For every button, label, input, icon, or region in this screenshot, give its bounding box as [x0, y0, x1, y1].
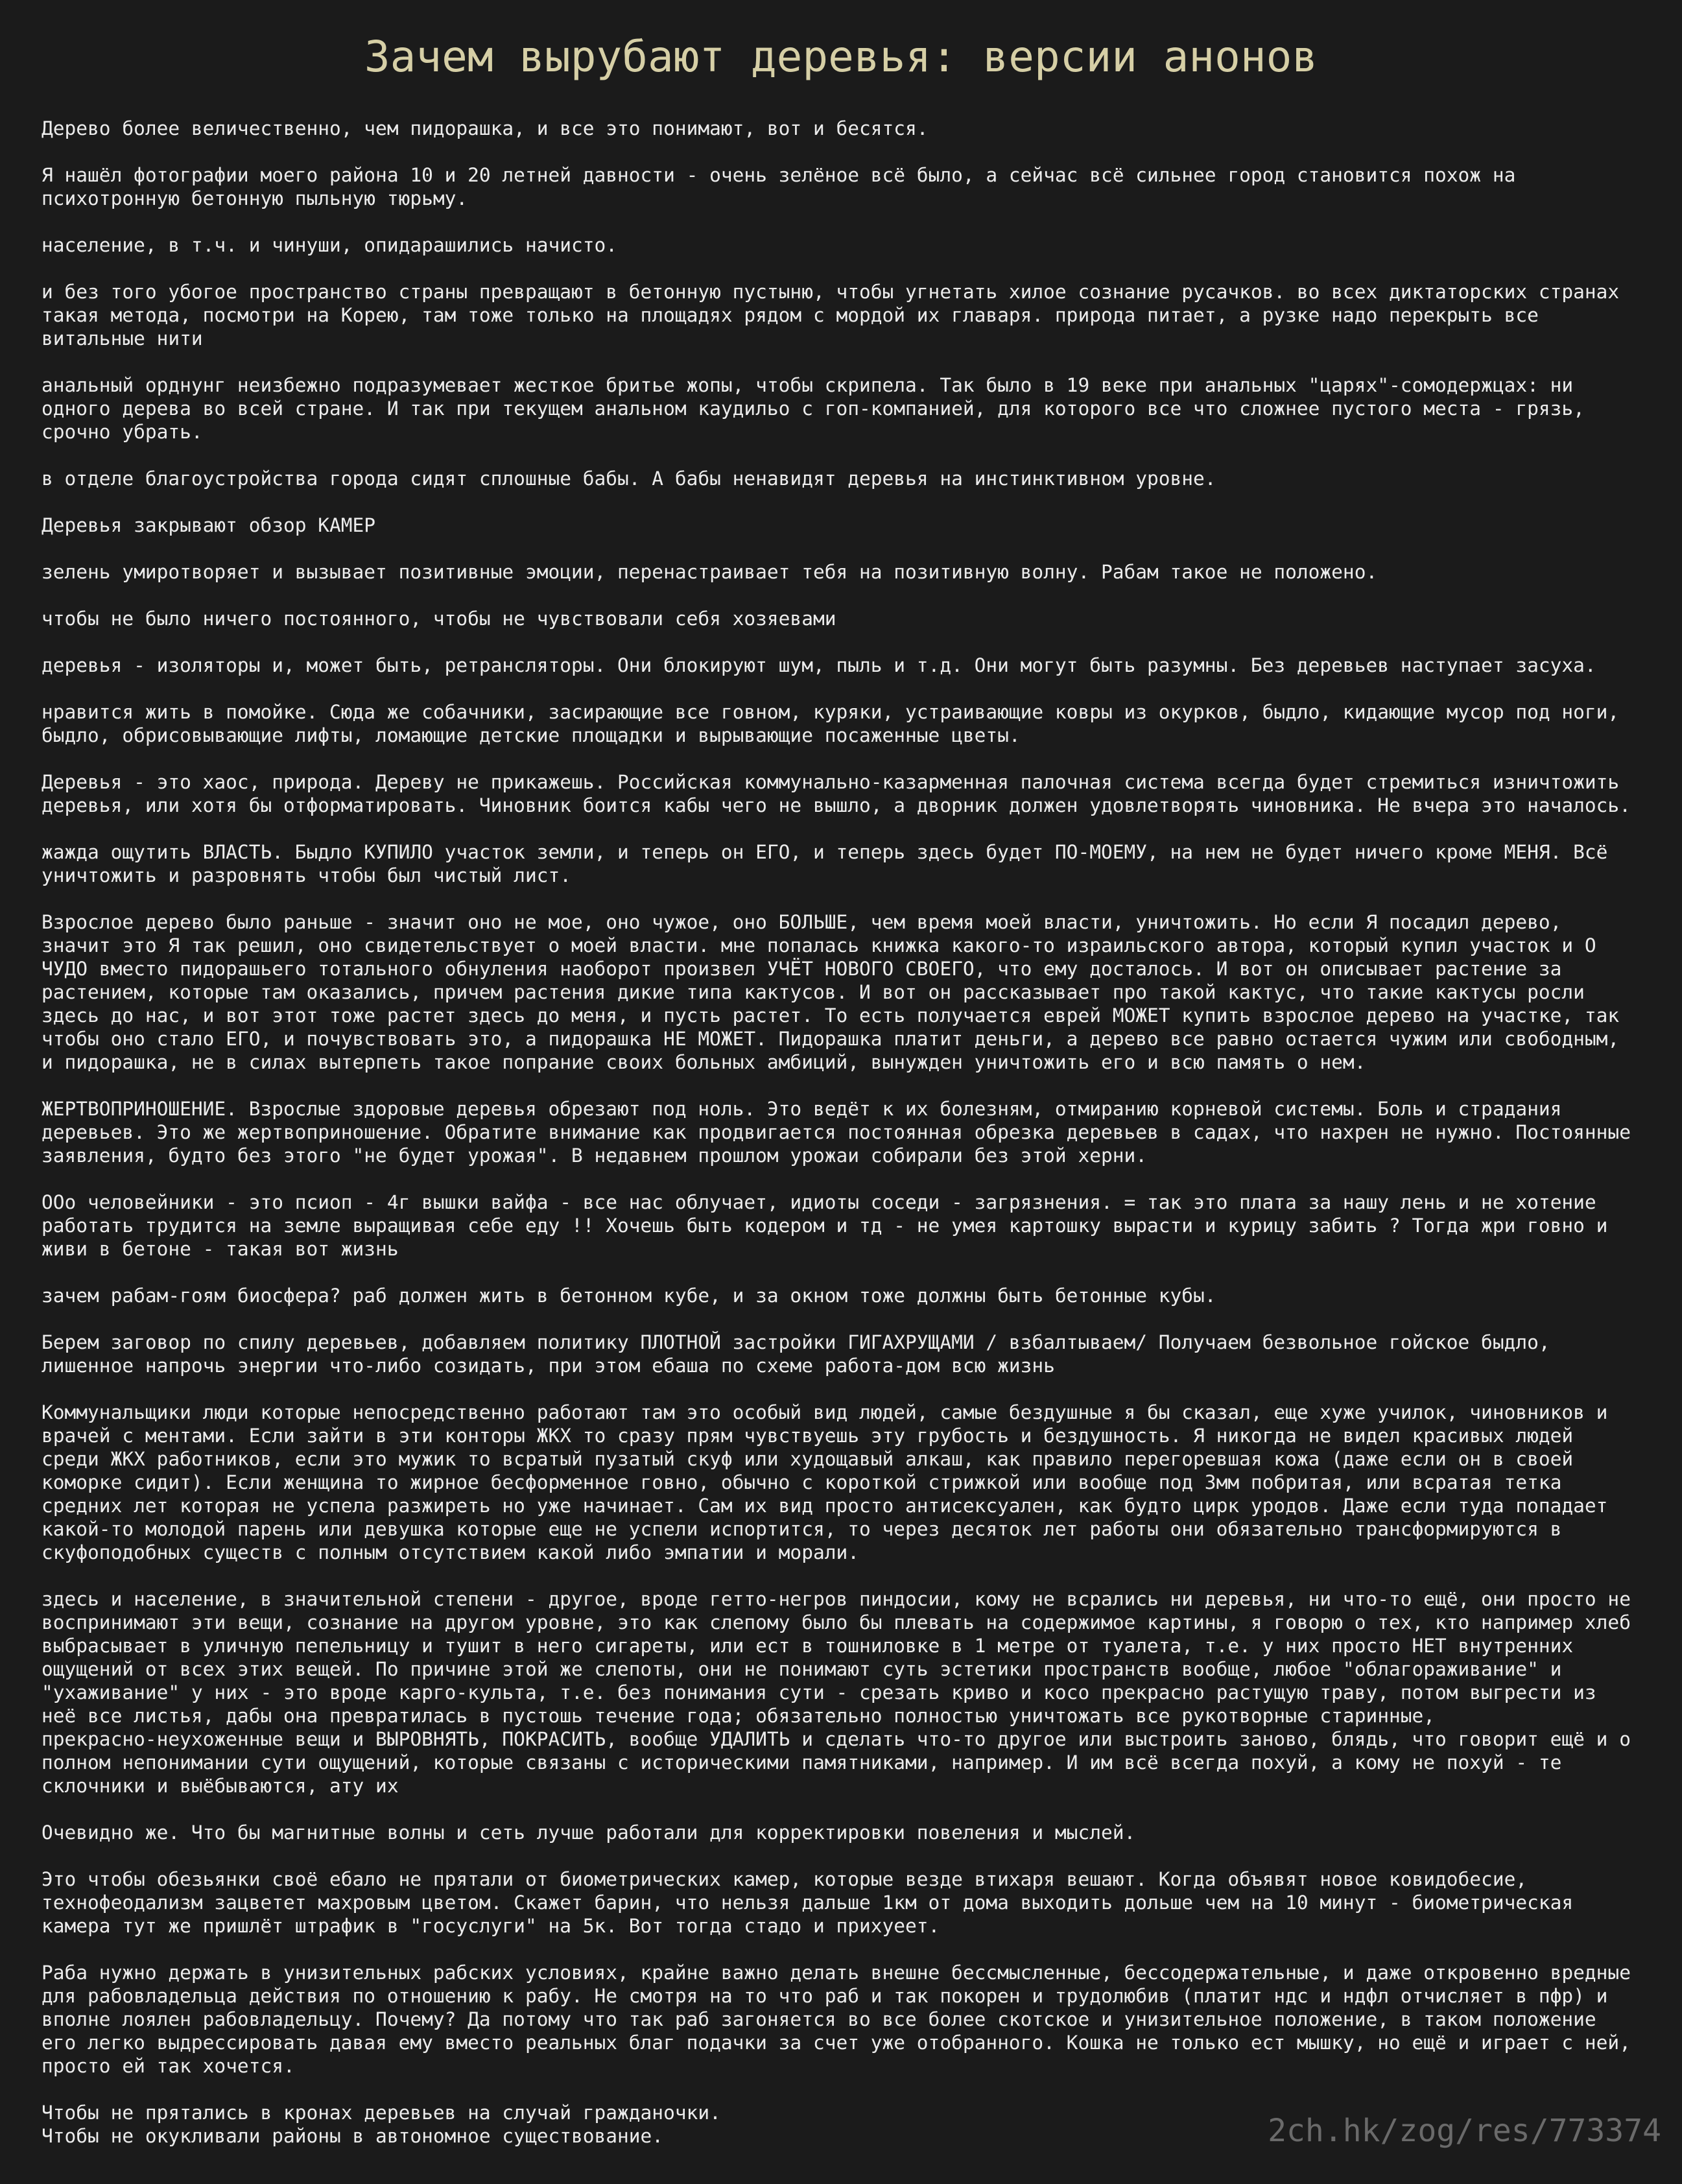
- paragraph-line: Это чтобы обезьянки своё ебало не прятали от биометрических камер, которые везде втихаря вешают. Когда объявят новое ковидобесие,: [41, 1868, 1528, 1890]
- paragraph-line: чтобы оно стало ЕГО, и почувствовать это, а пидорашка НЕ МОЖЕТ. Пидорашка платит деньги, а дерево все равно остается чужим или свободным,: [41, 1028, 1620, 1050]
- paragraph-line: одного дерева во всей стране. И так при текущем анальном каудильо с гоп-компанией, для которого все что сложнее пустого места - грязь,: [41, 398, 1585, 420]
- paragraph-line: Раба нужно держать в унизительных рабских условиях, крайне важно делать внешне бессмысленные, бессодержательные, и даже откровенно вредные: [41, 1962, 1631, 1984]
- paragraph-line: чтобы не было ничего постоянного, чтобы не чувствовали себя хозяевами: [41, 608, 836, 630]
- paragraph: [41, 1097, 1663, 1167]
- paragraph: [41, 280, 1663, 350]
- paragraph-line: здесь и население, в значительной степени - другое, вроде гетто-негров пиндосии, кому не всрались ни деревья, ни что-то ещё, они просто не: [41, 1588, 1631, 1610]
- paragraph-line: и пидорашка, не в силах вытерпеть такое попрание своих больных амбиций, вынужден уничтожить его и всю память о нем.: [41, 1051, 1366, 1073]
- paragraph: [41, 1191, 1663, 1261]
- paragraph-line: быдло, обрисовывающие лифты, ломающие детские площадки и вырывающие посаженные цветы.: [41, 724, 1021, 746]
- paragraph: [41, 840, 1663, 887]
- paragraph-line: жажда ощутить ВЛАСТЬ. Быдло КУПИЛО участок земли, и теперь он ЕГО, и теперь здесь будет ПО-МОЕМУ, на нем не будет ничего кроме МЕНЯ. Всё: [41, 841, 1608, 863]
- paragraph-line: Коммунальщики люди которые непосредственно работают там это особый вид людей, самые бездушные я бы сказал, еще хуже училок, чиновников и: [41, 1401, 1608, 1423]
- paragraph-line: нравится жить в помойке. Сюда же собачники, засирающие все говном, куряки, устраивающие ковры из окурков, быдло, кидающие мусор под ноги,: [41, 701, 1620, 723]
- page-title: Зачем вырубают деревья: версии анонов: [364, 32, 1318, 82]
- paragraph-line: Дерево более величественно, чем пидорашка, и все это понимают, вот и бесятся.: [41, 117, 929, 139]
- paragraph-line: средних лет которая не успела разжиреть но уже начинает. Сам их вид просто антисексуален, как будто цирк уродов. Даже если туда попадает: [41, 1495, 1608, 1517]
- paragraph-line: такая метода, посмотри на Корею, там тоже только на площадях рядом с мордой их главаря. природа питает, а рузке надо перекрыть все: [41, 304, 1539, 326]
- paragraph-line: и без того убогое пространство страны превращают в бетонную пустыню, чтобы угнетать хилое сознание русачков. во всех диктаторских странах: [41, 281, 1620, 303]
- paragraph: [41, 233, 1663, 257]
- paragraph-line: камера тут же пришлёт штрафик в "госуслуги" на 5к. Вот тогда стадо и прихуеет.: [41, 1915, 940, 1937]
- paragraph-line: Берем заговор по спилу деревьев, добавляем политику ПЛОТНОЙ застройки ГИГАХРУЩАМИ / взбалтываем/ Получаем безвольное гойское быдло,: [41, 1331, 1550, 1353]
- document-body: [41, 117, 1663, 2148]
- paragraph-line: Очевидно же. Что бы магнитные волны и сеть лучше работали для корректировки повеления и мыслей.: [41, 1822, 1136, 1844]
- paragraph-line: зелень умиротворяет и вызывает позитивные эмоции, перенастраивает тебя на позитивную волну. Рабам такое не положено.: [41, 561, 1378, 583]
- paragraph-line: скуфоподобных существ с полным отсутствием какой либо эмпатии и морали.: [41, 1541, 859, 1563]
- paragraph-line: воспринимают эти вещи, сознание на другом уровне, это как слепому было бы плевать на содержимое картины, я говорю о тех, кто например хлеб: [41, 1611, 1631, 1633]
- paragraph-line: ЧУДО вместо пидорашьего тотального обнуления наоборот произвел УЧЁТ НОВОГО СВОЕГО, что ему досталось. И вот он описывает растение за: [41, 958, 1562, 980]
- paragraph: [41, 1284, 1663, 1307]
- paragraph: [41, 467, 1663, 490]
- paragraph-line: население, в т.ч. и чинуши, опидарашились начисто.: [41, 234, 618, 256]
- paragraph-line: в отделе благоустройства города сидят сплошные бабы. А бабы ненавидят деревья на инстинктивном уровне.: [41, 468, 1216, 490]
- paragraph-line: витальные нити: [41, 327, 203, 350]
- paragraph-line: коморке сидит). Если женщина то жирное бесформенное говно, обычно с короткой стрижкой или вообще под 3мм побритая, или всратая тетка: [41, 1471, 1562, 1493]
- paragraph: [41, 163, 1663, 210]
- paragraph-line: среди ЖКХ работников, если это мужик то всратый пузатый скуф или худощавый алкаш, как правило перегоревшая кожа (даже если он в своей: [41, 1448, 1574, 1470]
- paragraph-line: склочники и выёбываются, ату их: [41, 1775, 399, 1797]
- paragraph-line: заявления, будто без этого "не будет урожая". В недавнем прошлом урожаи собирали без этой херни.: [41, 1145, 1148, 1167]
- paragraph-line: лишенное напрочь энергии что-либо созидать, при этом ебаша по схеме работа-дом всю жизнь: [41, 1355, 1055, 1377]
- paragraph-line: просто ей так хочется.: [41, 2055, 295, 2077]
- paragraph-line: неё все листья, дабы она превратилась в пустошь течение года; обязательно полностью уничтожать все рукотворные старинные,: [41, 1705, 1436, 1727]
- paragraph-line: срочно убрать.: [41, 421, 203, 443]
- paragraph-line: ЖЕРТВОПРИНОШЕНИЕ. Взрослые здоровые деревья обрезают под ноль. Это ведёт к их болезням, отмиранию корневой системы. Боль и страдания: [41, 1098, 1562, 1120]
- paragraph-line: какой-то молодой парень или девушка которые еще не успели испортится, то через десяток лет работы они обязательно трансформируются в: [41, 1518, 1562, 1540]
- paragraph: [41, 770, 1663, 817]
- paragraph-line: Взрослое дерево было раньше - значит оно не мое, оно чужое, оно БОЛЬШЕ, чем время моей власти, уничтожить. Но если Я посадил дерево,: [41, 911, 1562, 933]
- paragraph: [41, 1401, 1663, 1564]
- paragraph-line: деревья - изоляторы и, может быть, ретрансляторы. Они блокируют шум, пыль и т.д. Они могут быть разумны. Без деревьев наступает засуха.: [41, 654, 1596, 676]
- paragraph-line: психотронную бетонную пыльную тюрьму.: [41, 187, 468, 209]
- paragraph: [41, 117, 1663, 140]
- paragraph-line: его легко выдрессировать давая ему вместо реальных благ подачки за счет уже отобранного. Кошка не только ест мышку, но ещё и играет с ней,: [41, 2032, 1631, 2054]
- paragraph-line: вполне лоялен рабовладельцу. Почему? Да потому что так раб загоняется во все более скотское и унизительное положение, в таком положение: [41, 2008, 1596, 2030]
- paragraph-line: здесь до нас, и вот этот тоже растет здесь до меня, и пусть растет. То есть получается еврей МОЖЕТ купить взрослое дерево на участке, так: [41, 1004, 1620, 1027]
- paragraph-line: зачем рабам-гоям биосфера? раб должен жить в бетонном кубе, и за окном тоже должны быть бетонные кубы.: [41, 1285, 1216, 1307]
- paragraph: [41, 654, 1663, 677]
- paragraph-line: уничтожить и разровнять чтобы был чистый лист.: [41, 864, 571, 886]
- paragraph: [41, 560, 1663, 584]
- paragraph-line: Я нашёл фотографии моего района 10 и 20 летней давности - очень зелёное всё было, а сейчас всё сильнее город становится похож на: [41, 164, 1516, 186]
- paragraph-line: выбрасывает в уличную пепельницу и тушит в него сигареты, или ест в тошниловке в 1 метре от туалета, т.е. у них просто НЕТ внутренних: [41, 1635, 1574, 1657]
- paragraph-line: деревьев. Это же жертвоприношение. Обратите внимание как продвигается постоянная обрезка деревьев в садах, что нахрен не нужно. Постоянные: [41, 1121, 1631, 1143]
- paragraph: [41, 1331, 1663, 1377]
- paragraph-line: врачей с ментами. Если зайти в эти конторы ЖКХ то сразу прям чувствуешь эту грубость и бездушность. Я никогда не видел красивых людей: [41, 1425, 1574, 1447]
- paragraph-line: значит это Я так решил, оно свидетельствует о моей власти. мне попалась книжка какого-то израильского автора, который купил участок и О: [41, 934, 1596, 956]
- paragraph: [41, 1868, 1663, 1938]
- source-watermark: 2ch.hk/zog/res/773374: [1268, 2113, 1661, 2149]
- paragraph: [41, 1587, 1663, 1798]
- paragraph-line: Чтобы не окукливали районы в автономное существование.: [41, 2125, 664, 2147]
- paragraph: [41, 607, 1663, 630]
- paragraph-line: прекрасно-неухоженные вещи и ВЫРОВНЯТЬ, ПОКРАСИТЬ, вообще УДАЛИТЬ и сделать что-то другое или выстроить заново, блядь, что говорит ещё и о: [41, 1728, 1631, 1750]
- paragraph: [41, 374, 1663, 444]
- paragraph-line: работать трудится на земле выращивая себе еду !! Хочешь быть кодером и тд - не умея картошку вырасти и курицу забить ? Тогда жри говно и: [41, 1215, 1608, 1237]
- paragraph-line: растением, которые там оказались, причем растения дикие типа кактусов. И вот он рассказывает про такой кактус, что такие кактусы росли: [41, 981, 1585, 1003]
- paragraph-line: ощущений от всех этих вещей. По причине этой же слепоты, они не понимают суть эстетики пространств вообще, любое "облагораживание" и: [41, 1658, 1562, 1680]
- paragraph-line: полном непонимании сути ощущений, которые связаны с историческими памятниками, например. И им всё всегда похуй, а кому не похуй - те: [41, 1751, 1562, 1774]
- paragraph-line: Чтобы не прятались в кронах деревьев на случай гражданочки.: [41, 2102, 721, 2124]
- paragraph-line: Деревья закрывают обзор КАМЕР: [41, 514, 376, 536]
- paragraph-line: анальный орднунг неизбежно подразумевает жесткое бритье жопы, чтобы скрипела. Так было в 19 веке при анальных "царях"-сомодержцах: ни: [41, 374, 1574, 396]
- paragraph: [41, 1961, 1663, 2078]
- paragraph-line: деревья, или хотя бы отформатировать. Чиновник боится кабы чего не вышло, а дворник должен удовлетворять чиновника. Не вчера это началось.: [41, 794, 1631, 816]
- paragraph-line: технофеодализм зацветет махровым цветом. Скажет барин, что нельзя дальше 1км от дома выходить дольше чем на 10 минут - биометрическая: [41, 1892, 1574, 1914]
- paragraph: [41, 514, 1663, 537]
- paragraph-line: живи в бетоне - такая вот жизнь: [41, 1238, 399, 1260]
- paragraph: [41, 1821, 1663, 1844]
- paragraph-line: ООо человейники - это псиоп - 4г вышки вайфа - все нас облучает, идиоты соседи - загрязнения. = так это плата за нашу лень и не хотение: [41, 1191, 1596, 1213]
- paragraph-line: Деревья - это хаос, природа. Дереву не прикажешь. Российская коммунально-казарменная палочная система всегда будет стремиться изничтожить: [41, 771, 1620, 793]
- paragraph: [41, 910, 1663, 1074]
- paragraph-line: для рабовладельца действия по отношению к рабу. Не смотря на то что раб и так покорен и трудолюбив (платит ндс и ндфл отчисляет в пфр) и: [41, 1985, 1608, 2007]
- paragraph-line: "ухаживание" у них - это вроде карго-культа, т.е. без понимания сути - срезать криво и косо прекрасно растущую траву, потом выгрести из: [41, 1681, 1596, 1703]
- paragraph: [41, 700, 1663, 747]
